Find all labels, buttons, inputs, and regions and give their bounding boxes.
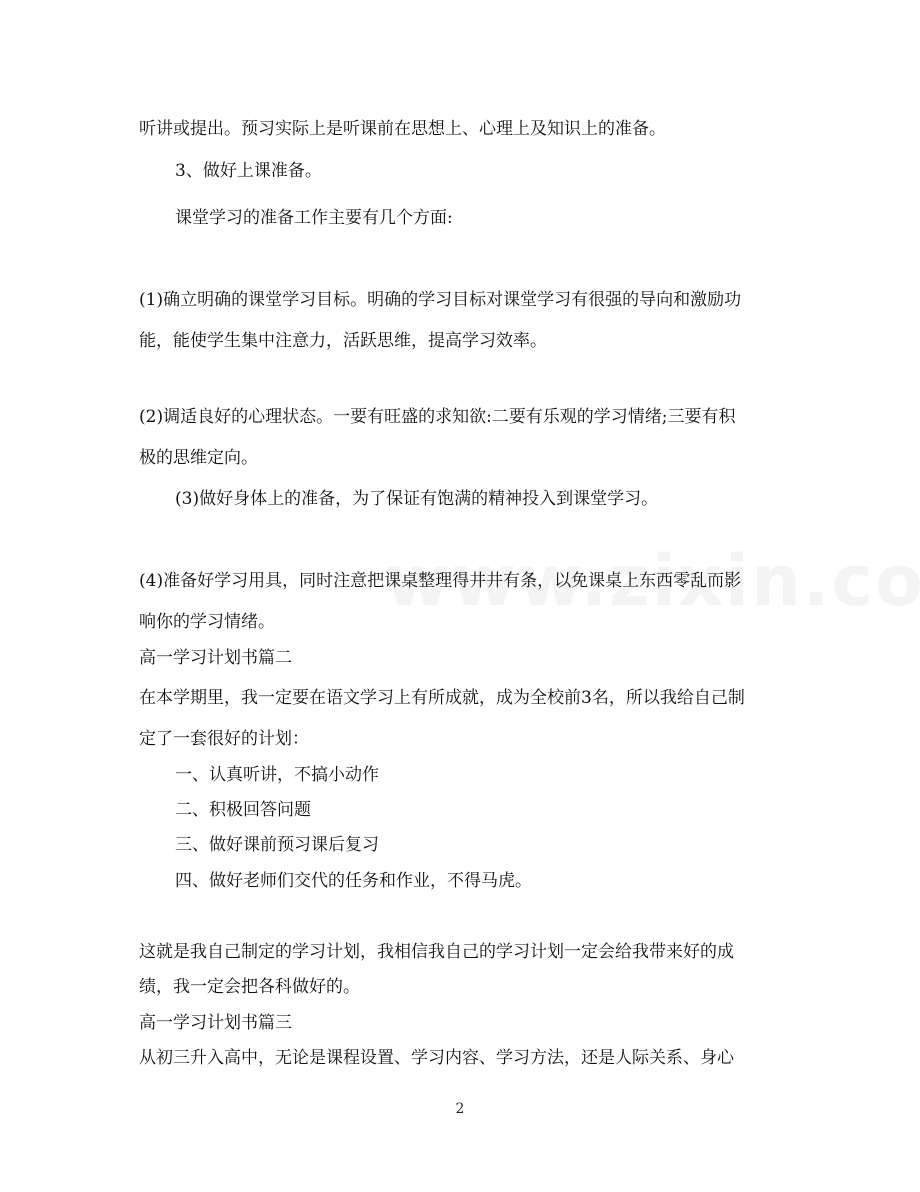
- text-line: 3、做好上课准备。: [175, 161, 322, 181]
- list-item: 四、做好老师们交代的任务和作业，不得马虎。: [175, 871, 532, 891]
- list-item: 二、积极回答问题: [175, 800, 311, 820]
- text-line: 绩，我一定会把各科做好的。: [139, 977, 360, 997]
- text-line: 定了一套很好的计划：: [139, 729, 309, 749]
- text-line: (1)确立明确的课堂学习目标。明确的学习目标对课堂学习有很强的导向和激励功: [139, 290, 742, 310]
- text-line: 能，能使学生集中注意力，活跃思维，提高学习效率。: [139, 331, 547, 351]
- text-line: 响你的学习情绪。: [139, 612, 275, 632]
- text-line: 从初三升入高中，无论是课程设置、学习内容、学习方法，还是人际关系、身心: [139, 1048, 734, 1068]
- text-line: 这就是我自己制定的学习计划，我相信我自己的学习计划一定会给我带来好的成: [139, 942, 734, 962]
- section-heading: 高一学习计划书篇三: [139, 1013, 292, 1033]
- section-heading: 高一学习计划书篇二: [139, 648, 292, 668]
- text-line: (4)准备好学习用具，同时注意把课桌整理得井井有条，以免课桌上东西零乱而影: [139, 571, 742, 591]
- text-line: (2)调适良好的心理状态。一要有旺盛的求知欲:二要有乐观的学习情绪;三要有积: [139, 407, 736, 427]
- page-number: 2: [455, 1101, 465, 1117]
- text-line: 课堂学习的准备工作主要有几个方面:: [175, 208, 453, 228]
- list-item: 三、做好课前预习课后复习: [175, 835, 379, 855]
- text-line: 听讲或提出。预习实际上是听课前在思想上、心理上及知识上的准备。: [139, 119, 666, 139]
- text-line: (3)做好身体上的准备，为了保证有饱满的精神投入到课堂学习。: [175, 489, 659, 509]
- text-line: 在本学期里，我一定要在语文学习上有所成就，成为全校前3名，所以我给自己制: [139, 688, 745, 708]
- list-item: 一、认真听讲，不搞小动作: [175, 765, 379, 785]
- text-line: 极的思维定向。: [139, 448, 258, 468]
